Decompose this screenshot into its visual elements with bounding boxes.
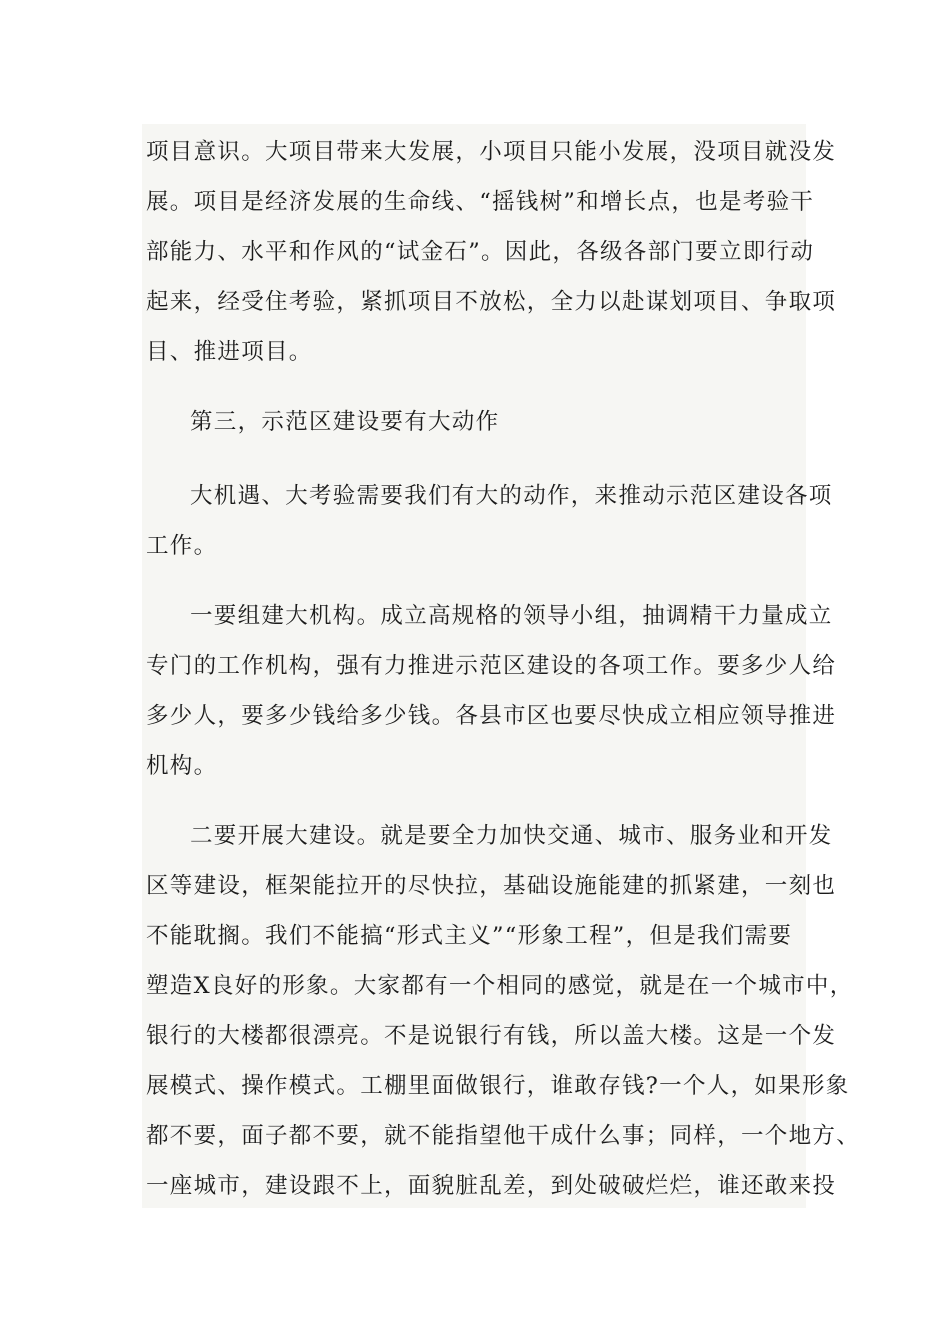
paragraph-line: 展模式、操作模式。工棚里面做银行，谁敢存钱?一个人，如果形象 — [146, 1073, 850, 1099]
paragraph-line: 一座城市，建设跟不上，面貌脏乱差，到处破破烂烂，谁还敢来投 — [146, 1173, 837, 1199]
paragraph-line: 塑造X良好的形象。大家都有一个相同的感觉，就是在一个城市中， — [146, 973, 854, 999]
paragraph-line: 多少人，要多少钱给多少钱。各县市区也要尽快成立相应领导推进 — [146, 703, 837, 729]
paragraph-line: 目、推进项目。 — [146, 339, 313, 365]
paragraph-line: 区等建设，框架能拉开的尽快拉，基础设施能建的抓紧建，一刻也 — [146, 873, 837, 899]
paragraph-line: 银行的大楼都很漂亮。不是说银行有钱，所以盖大楼。这是一个发 — [146, 1023, 837, 1049]
paragraph-line: 专门的工作机构，强有力推进示范区建设的各项工作。要多少人给 — [146, 653, 837, 679]
paragraph-line: 机构。 — [146, 753, 218, 779]
paragraph-line: 一要组建大机构。成立高规格的领导小组，抽调精干力量成立 — [190, 603, 833, 629]
paragraph-line: 展。项目是经济发展的生命线、“摇钱树”和增长点，也是考验干 — [146, 189, 815, 215]
paragraph-line: 工作。 — [146, 533, 218, 559]
paragraph-line: 不能耽搁。我们不能搞“形式主义”“形象工程”，但是我们需要 — [146, 923, 793, 949]
section-heading: 第三，示范区建设要有大动作 — [190, 409, 500, 435]
paragraph-line: 部能力、水平和作风的“试金石”。因此，各级各部门要立即行动 — [146, 239, 815, 265]
paragraph-line: 项目意识。大项目带来大发展，小项目只能小发展，没项目就没发 — [146, 139, 837, 165]
paragraph-line: 大机遇、大考验需要我们有大的动作，来推动示范区建设各项 — [190, 483, 833, 509]
paragraph-line: 起来，经受住考验，紧抓项目不放松，全力以赴谋划项目、争取项 — [146, 289, 837, 315]
paragraph-line: 二要开展大建设。就是要全力加快交通、城市、服务业和开发 — [190, 823, 833, 849]
paragraph-line: 都不要，面子都不要，就不能指望他干成什么事；同样，一个地方、 — [146, 1123, 861, 1149]
